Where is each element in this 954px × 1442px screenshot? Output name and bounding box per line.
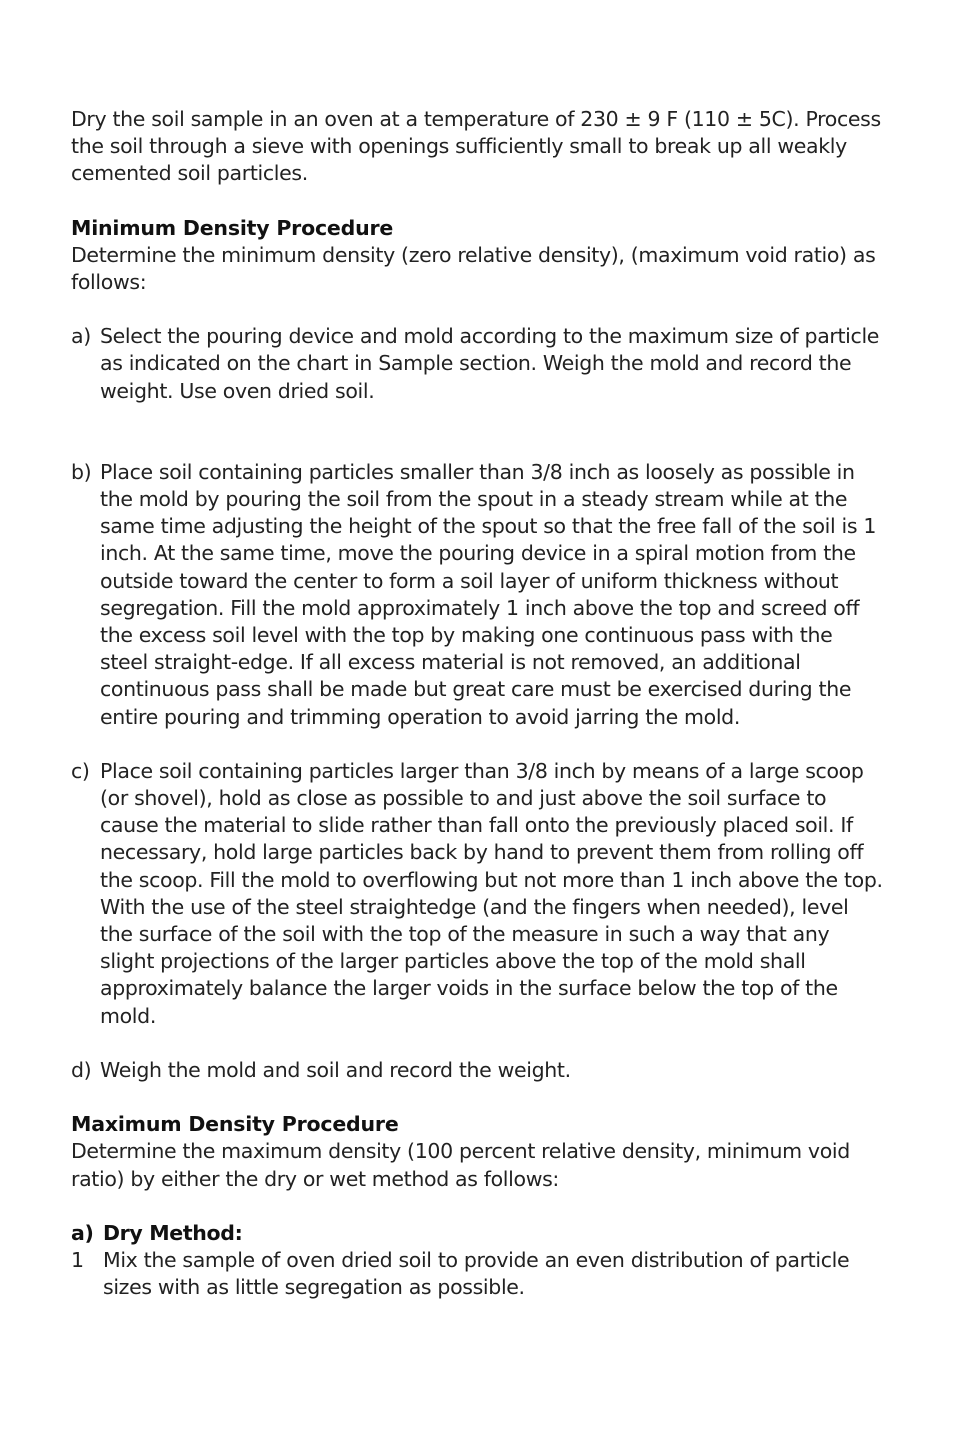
document-page — [71, 106, 883, 1301]
min-step-b — [71, 459, 883, 731]
min-density-intro: Determine the minimum density (zero relative density), (maximum void ratio) as follows: — [71, 242, 876, 295]
list-item-text: Place soil containing particles larger than 3/8 inch by means of a large scoop (or shovel), hold as close as possible to and just above the soil surface to cause the material to slide rather than fall onto the previously placed soil. If necessary, hold large particles back by hand to prevent them from rolling off the scoop. Fill the mold to overflowing but not more than 1 inch above the top. With the use of the steel straightedge (and the fingers when needed), level the surface of the soil with the top of the measure in such a way that any slight projections of the larger particles above the top of the mold shall approximately balance the larger voids in the surface below the top of the mold. — [100, 758, 883, 1028]
list-marker: c) — [71, 758, 90, 783]
min-step-c — [71, 758, 883, 1030]
dry-method-label: Dry Method: — [103, 1220, 243, 1245]
dry-step-1 — [71, 1247, 883, 1301]
list-marker: d) — [71, 1057, 92, 1082]
min-step-d — [71, 1057, 883, 1084]
list-item-text: Mix the sample of oven dried soil to provide an even distribution of particle sizes with as little segregation as possible. — [103, 1247, 850, 1300]
list-marker: a) — [71, 324, 91, 349]
max-density-intro: Determine the maximum density (100 percent relative density, minimum void ratio) by either the dry or wet method as follows: — [71, 1139, 850, 1191]
list-item-text: Weigh the mold and soil and record the weight. — [100, 1057, 571, 1082]
list-marker: 1 — [71, 1247, 84, 1272]
list-marker: b) — [71, 459, 92, 484]
list-item-text: Place soil containing particles smaller than 3/8 inch as loosely as possible in the mold by pouring the soil from the spout in a steady stream while at the same time adjusting the height of the spout so that the free fall of the soil is 1 inch. At the same time, move the pouring device in a spiral motion from the outside toward the center to form a soil layer of uniform thickness without segregation. Fill the mold approximately 1 inch above the top and screed off the excess soil level with the top by making one continuous pass with the steel straight-edge. If all excess material is not removed, an additional continuous pass shall be made but great care must be exercised during the entire pouring and trimming operation to avoid jarring the mold. — [100, 459, 877, 729]
list-item-text: Select the pouring device and mold according to the maximum size of particle as indicated on the chart in Sample section. Weigh the mold and record the weight. Use oven dried soil. — [100, 324, 880, 403]
max-density-heading: Maximum Density Procedure — [71, 1112, 399, 1137]
list-marker: a) — [71, 1220, 94, 1245]
intro-paragraph: Dry the soil sample in an oven at a temperature of 230 ± 9 F (110 ± 5C). Process the soil through a sieve with openings sufficiently small to break up all weakly cemented soil particles. — [71, 107, 881, 186]
min-step-a — [71, 323, 883, 405]
dry-method-heading — [71, 1220, 883, 1247]
min-density-heading: Minimum Density Procedure — [71, 215, 394, 240]
